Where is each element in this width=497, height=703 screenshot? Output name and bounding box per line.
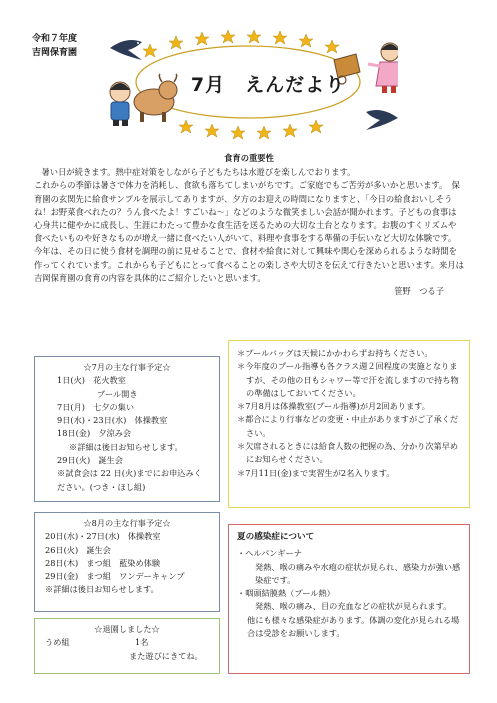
notice-item: ＊プールバッグは天候にかかわらずお持ちください。	[237, 348, 433, 358]
infections-title: 夏の感染症について	[237, 532, 315, 542]
withdrawal-box	[34, 618, 220, 674]
infections-closing: 他にも様々な感染症があります。体調の変化が見られる場合は受診をお願いします。	[247, 614, 460, 639]
event-item: 9日(水)・23日(水) 体操教室	[57, 415, 168, 426]
withdrawal-class: うめ組	[45, 637, 70, 648]
infection-name: ・ヘルパンギーナ	[237, 548, 302, 559]
event-item: 20日(水)・27日(水) 体操教室	[45, 531, 161, 542]
notice-item: ＊7月11日(金)まで実習生が2名入ります。	[237, 467, 395, 478]
newsletter-title: 7月 えんだより	[190, 74, 346, 96]
withdrawal-row	[45, 636, 209, 649]
infection-description: 発熱、喉の痛み、目の充血などの症状が見られます。	[255, 601, 452, 612]
article-paragraph: これからの季節は暑さで体力を消耗し、食欲も落ちてしまいがちです。ご家庭でもご苦労が多いかと思います。 保育園の玄関先に給食サンプルを展示してありますが、夕方のお迎えの時間になりますと、「今日の給食おいしそうね！お野菜食べれたの？うん食べたよ！すごいね～」などのような微笑ましい会話が聞かれます。子どもの食事は心身共に健やかに成長し、生涯にわたって豊かな食生活を送るための大切な土台となります。お腹のすくリズムや食べたいものや好きなものが増え一緒に食べたい人がいて、料理や食事をする準備の手伝いなど大切な体験です。	[34, 180, 460, 244]
fiscal-year: 令和７年度	[32, 34, 78, 44]
july-events-box	[34, 356, 220, 502]
august-events-title: ☆8月の主な行事予定☆	[83, 518, 171, 528]
event-item: 18日(金) 夕涼み会	[57, 428, 132, 439]
infection-description: 発熱、喉の痛みや水疱の症状が見られ、感染力が強い感染症です。	[255, 561, 461, 585]
infection-name: ・咽頭結膜熱（プール熱）	[237, 588, 335, 599]
withdrawal-count: 1名	[135, 637, 149, 648]
article-heading: 食育の重要性	[224, 153, 274, 163]
notice-item: ＊都合により行事などの変更・中止がありますがご了承ください。	[237, 414, 459, 438]
notices-box	[228, 340, 470, 508]
event-note: ※詳細は後日お知らせします。	[45, 584, 159, 595]
event-item: 1日(火) 花火教室	[57, 375, 126, 386]
boy-with-cow-illustration	[110, 74, 177, 126]
july-events-title: ☆7月の主な行事予定☆	[83, 362, 171, 372]
article-paragraph: 今年は、その日に使う食材を調理の前に見せることで、食材や給食に対して興味や関心を深められるような時間を作ってくれています。これからも子どもにとって食べることの楽しさや大切さを伝えて行きたいと思います。来月は吉岡保育園の食育の内容を具体的にご紹介したいと思います。	[34, 246, 464, 283]
event-note: ※詳細は後日お知らせします。	[69, 441, 183, 452]
event-item: 29日(火) 誕生会	[57, 455, 123, 466]
article-section	[34, 152, 464, 298]
notice-item: ＊今年度のプール指導も各クラス週２回程度の実施となりますが、その他の日もシャワー等で汗を流しますので持ち物の準備はしておいてください。	[237, 361, 459, 398]
star-garland-bottom	[179, 120, 323, 139]
event-item: 29日(金) まつ組 ワンデーキャンプ	[45, 571, 185, 582]
event-note: ※試食会は 22 日(火)までにお申込みください。(つき・ほし組)	[57, 468, 202, 492]
school-name: 吉岡保育園	[32, 48, 78, 58]
swallow-icon	[366, 110, 398, 130]
event-item: 7日(月) 七夕の集い	[57, 401, 135, 412]
event-item: プール開き	[97, 388, 138, 399]
article-paragraph: 暑い日が続きます。熱中症対策をしながら子どもたちは水遊びを楽しんでおります。	[41, 167, 356, 178]
notice-item: ＊欠席されるときには給食人数の把握の為、分かり次第早めにお知らせください。	[237, 441, 459, 465]
swallow-icon	[110, 40, 142, 60]
august-events-box	[34, 512, 220, 612]
withdrawal-message: また遊びにきてね。	[129, 650, 203, 661]
event-item: 28日(木) まつ組 藍染め体験	[45, 557, 161, 568]
star-garland-top	[143, 30, 339, 57]
notice-item: ＊7月8月は体操教室(プール指導)が月2回あります。	[237, 401, 430, 412]
summer-infections-box	[228, 524, 470, 674]
event-item: 26日(火) 誕生会	[45, 544, 111, 555]
header-block	[32, 32, 77, 60]
article-author: 笹野 つる子	[394, 286, 444, 297]
withdrawal-title: ☆退園しました☆	[94, 624, 160, 634]
